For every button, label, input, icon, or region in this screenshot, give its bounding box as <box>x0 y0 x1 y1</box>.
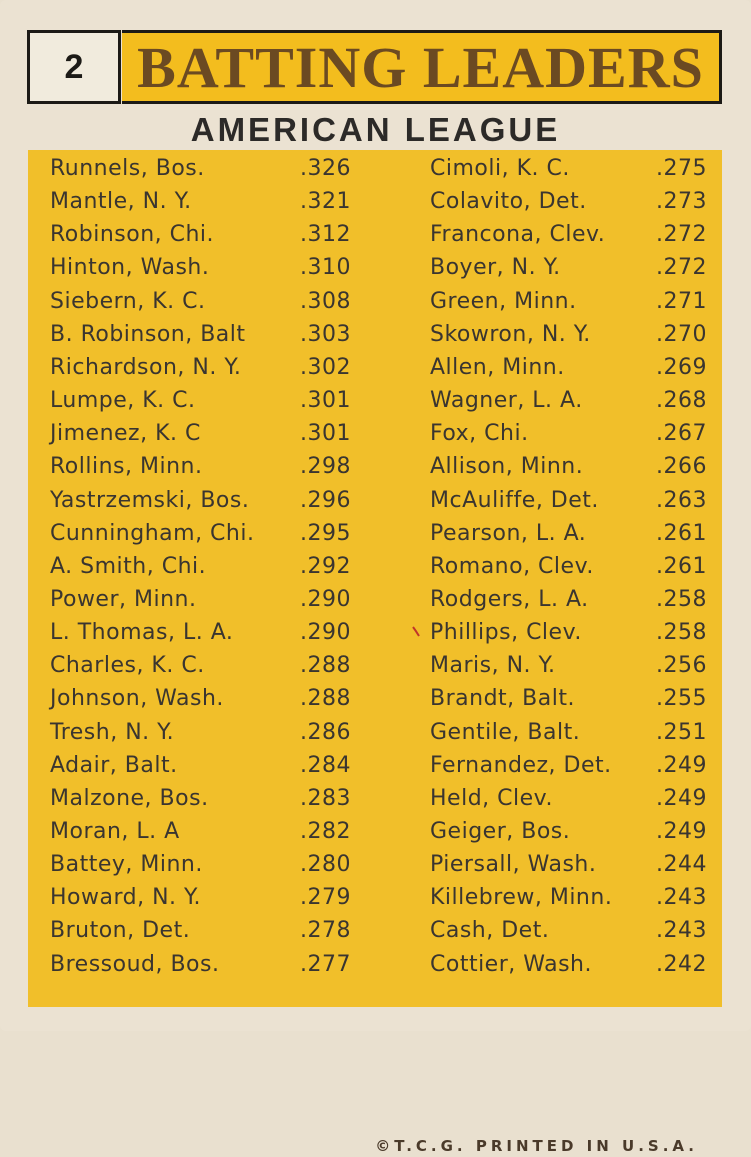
table-row <box>28 749 722 782</box>
batting-average: .280 <box>300 852 351 878</box>
batting-average: .288 <box>300 686 351 712</box>
card-title: BATTING LEADERS <box>122 30 722 104</box>
batting-average: .271 <box>656 288 707 314</box>
batting-average: .273 <box>656 189 707 215</box>
player-name: Bruton, Det. <box>50 918 191 944</box>
table-row <box>28 550 722 583</box>
player-name: Maris, N. Y. <box>430 653 556 679</box>
batting-average: .282 <box>300 819 351 844</box>
player-name: Cimoli, K. C. <box>430 156 570 181</box>
player-name: Francona, Clev. <box>430 222 606 248</box>
batting-average: .296 <box>300 487 351 513</box>
batting-average: .266 <box>656 454 707 480</box>
player-name: Lumpe, K. C. <box>50 388 196 414</box>
player-name: Gentile, Balt. <box>430 719 581 745</box>
player-name: Cottier, Wash. <box>430 951 592 977</box>
player-name: Tresh, N. Y. <box>50 719 175 745</box>
league-subtitle: AMERICAN LEAGUE <box>190 111 561 148</box>
batting-average: .256 <box>656 653 707 679</box>
table-row <box>28 318 722 351</box>
batting-average: .268 <box>656 388 707 414</box>
player-name: Moran, L. A <box>50 819 180 844</box>
batting-average: .284 <box>300 752 351 778</box>
player-name: Skowron, N. Y. <box>430 321 591 347</box>
table-row <box>28 351 722 384</box>
batting-average: .269 <box>656 354 707 380</box>
table-row <box>28 251 722 284</box>
player-name: Bressoud, Bos. <box>50 951 220 977</box>
ink-speck-icon <box>411 625 421 639</box>
player-name: Richardson, N. Y. <box>50 354 242 380</box>
table-row <box>28 152 722 185</box>
player-name: Jimenez, K. C <box>50 421 201 447</box>
batting-average: .249 <box>656 819 707 844</box>
player-name: Siebern, K. C. <box>50 288 206 314</box>
batting-average: .275 <box>656 156 707 181</box>
batting-average: .243 <box>656 885 707 911</box>
table-row <box>28 185 722 218</box>
batting-average: .249 <box>656 752 707 778</box>
batting-average: .321 <box>300 189 351 215</box>
player-name: Charles, K. C. <box>50 653 205 679</box>
table-row <box>28 417 722 450</box>
player-name: Green, Minn. <box>430 288 577 314</box>
batting-average: .244 <box>656 852 707 878</box>
batting-average: .279 <box>300 885 351 911</box>
batting-average: .270 <box>656 321 707 347</box>
batting-average: .310 <box>300 255 351 281</box>
batting-average: .251 <box>656 719 707 745</box>
player-name: Fernandez, Det. <box>430 752 612 778</box>
player-name: Yastrzemski, Bos. <box>50 487 250 513</box>
batting-average: .288 <box>300 653 351 679</box>
batting-average: .308 <box>300 288 351 314</box>
table-row <box>28 583 722 616</box>
table-row <box>28 517 722 550</box>
player-name: Romano, Clev. <box>430 553 594 579</box>
batting-average: .261 <box>656 553 707 579</box>
player-name: Colavito, Det. <box>430 189 587 215</box>
batting-average: .302 <box>300 354 351 380</box>
player-name: Power, Minn. <box>50 586 197 612</box>
batting-average: .272 <box>656 255 707 281</box>
player-name: Cunningham, Chi. <box>50 520 255 546</box>
table-row <box>28 815 722 848</box>
batting-average: .298 <box>300 454 351 480</box>
batting-average: .255 <box>656 686 707 712</box>
player-name: Phillips, Clev. <box>430 620 582 646</box>
table-row <box>28 914 722 947</box>
batting-average: .243 <box>656 918 707 944</box>
player-name: Runnels, Bos. <box>50 156 205 181</box>
player-name: Cash, Det. <box>430 918 550 944</box>
batting-average: .295 <box>300 520 351 546</box>
table-row <box>28 848 722 881</box>
batting-average: .283 <box>300 785 351 811</box>
table-row <box>28 616 722 649</box>
player-name: Malzone, Bos. <box>50 785 209 811</box>
player-name: Rodgers, L. A. <box>430 586 589 612</box>
player-name: Fox, Chi. <box>430 421 529 447</box>
table-row <box>28 450 722 483</box>
batting-average: .312 <box>300 222 351 248</box>
batting-average: .301 <box>300 421 351 447</box>
batting-average: .301 <box>300 388 351 414</box>
player-name: Howard, N. Y. <box>50 885 202 911</box>
player-name: Brandt, Balt. <box>430 686 575 712</box>
batting-average: .326 <box>300 156 351 181</box>
table-row <box>28 649 722 682</box>
player-name: B. Robinson, Balt <box>50 321 246 347</box>
player-name: Boyer, N. Y. <box>430 255 561 281</box>
copyright-footer: ©T.C.G. PRINTED IN U.S.A. <box>375 1137 698 1155</box>
table-row <box>28 384 722 417</box>
player-name: Adair, Balt. <box>50 752 178 778</box>
batting-average: .249 <box>656 785 707 811</box>
player-name: Piersall, Wash. <box>430 852 597 878</box>
batting-average: .277 <box>300 951 351 977</box>
player-name: Wagner, L. A. <box>430 388 583 414</box>
batting-average: .258 <box>656 586 707 612</box>
table-row <box>28 484 722 517</box>
player-name: Rollins, Minn. <box>50 454 203 480</box>
player-name: Held, Clev. <box>430 785 553 811</box>
player-name: Battey, Minn. <box>50 852 203 878</box>
batting-average: .292 <box>300 553 351 579</box>
player-name: McAuliffe, Det. <box>430 487 599 513</box>
player-name: Pearson, L. A. <box>430 520 587 546</box>
card-number: 2 <box>27 30 121 104</box>
batting-average: .303 <box>300 321 351 347</box>
player-name: Killebrew, Minn. <box>430 885 613 911</box>
table-row <box>28 682 722 715</box>
player-name: Allison, Minn. <box>430 454 584 480</box>
player-name: A. Smith, Chi. <box>50 553 207 579</box>
player-name: Geiger, Bos. <box>430 819 571 844</box>
batting-average: .258 <box>656 620 707 646</box>
table-row <box>28 716 722 749</box>
player-name: Johnson, Wash. <box>50 686 224 712</box>
player-name: Hinton, Wash. <box>50 255 210 281</box>
batting-average: .272 <box>656 222 707 248</box>
batting-average: .290 <box>300 586 351 612</box>
batting-average: .242 <box>656 951 707 977</box>
player-name: L. Thomas, L. A. <box>50 620 234 646</box>
batting-average: .261 <box>656 520 707 546</box>
batting-average: .263 <box>656 487 707 513</box>
player-name: Allen, Minn. <box>430 354 565 380</box>
player-name: Mantle, N. Y. <box>50 189 192 215</box>
batting-average: .278 <box>300 918 351 944</box>
table-row <box>28 782 722 815</box>
table-row <box>28 948 722 981</box>
table-row <box>28 218 722 251</box>
table-row <box>28 285 722 318</box>
leaders-panel <box>28 150 722 1155</box>
batting-average: .286 <box>300 719 351 745</box>
batting-average: .267 <box>656 421 707 447</box>
table-row <box>28 881 722 914</box>
batting-average: .290 <box>300 620 351 646</box>
player-name: Robinson, Chi. <box>50 222 215 248</box>
